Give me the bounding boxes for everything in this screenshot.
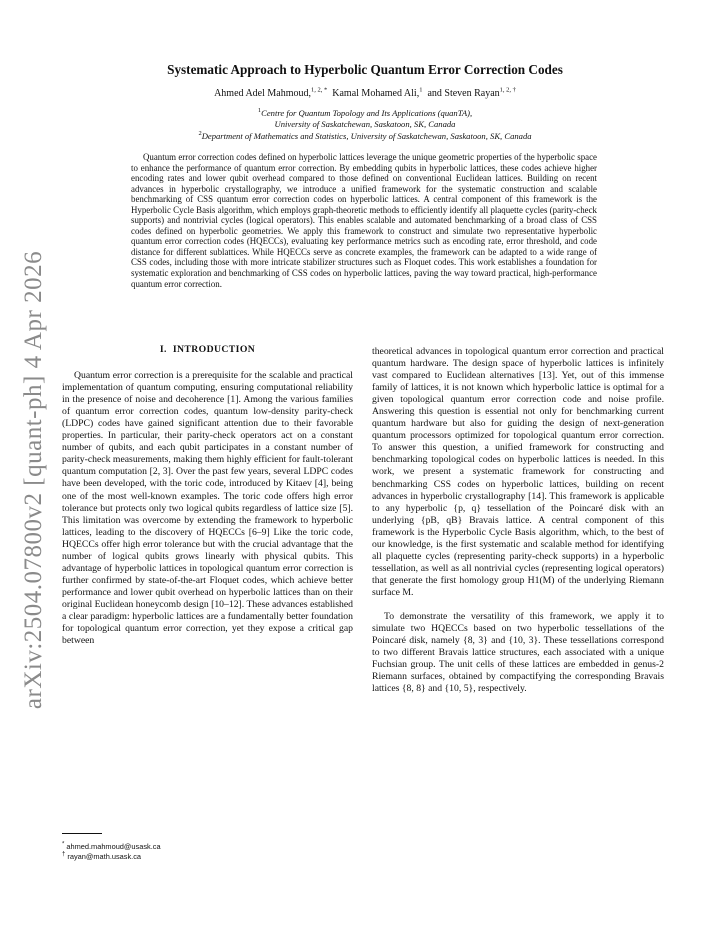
author-list	[100, 88, 630, 99]
author-1: Ahmed Adel Mahmoud,$^{1, 2, *}$	[214, 86, 328, 99]
section-heading-introduction: I. INTRODUCTION	[159, 344, 256, 355]
intro-paragraph-1: Quantum error correction is a prerequisite for the scalable and practical implementation of quantum computing, ensuring computational reliability in the presence of noise and decoherence [1]. Among the various families of quantum error correction codes, quantum low-density parity-check (LDPC) codes have gained significant attention due to their favorable properties. In particular, their parity-check operators act on a constant number of qubits, and each qubit participates in a constant number of parity-check measurements, making them highly efficient for fault-tolerant quantum computation [2, 3]. Over the past few years, several LDPC codes have been developed, with the toric code, introduced by Kitaev [4], being one of the most well-known examples. The toric code offers high error tolerance but protects only two logical qubits regardless of lattice size [5]. This limitation was overcome by extending the framework to hyperbolic lattices, leading to the discovery of HQECCs [6–9] Like the toric code, HQECCs offer high error tolerance but with the crucial advantage that the number of logical qubits grows linearly with physical qubits. This advantage of hyperbolic lattices in topological quantum error correction is further confirmed by state-of-the-art Floquet codes, which achieve better performance and lower qubit overhead on hyperbolic lattices than on their original Euclidean honeycomb design [10–12]. These advances established a clear paradigm: hyperbolic lattices are a fundamentally better foundation for topological quantum error correction, yet they expose a critical gap between	[62, 370, 353, 647]
paper-title: Systematic Approach to Hyperbolic Quantum Error Correction Codes	[167, 62, 563, 77]
author-2: Kamal Mohamed Ali,$^1$	[332, 86, 423, 99]
footnote-rule	[62, 833, 102, 834]
footnote-2: † rayan@math.usask.ca	[62, 851, 142, 861]
affiliation-2: $^2$Department of Mathematics and Statistics, University of Saskatchewan, Saskatoon, SK, Canada	[198, 130, 532, 141]
abstract	[131, 152, 597, 289]
footnotes	[62, 842, 353, 862]
author-3: and Steven Rayan$^{1, 2, \dagger}$	[427, 86, 516, 99]
intro-paragraph-2: theoretical advances in topological quantum error correction and practical quantum hardware. The design space of hyperbolic lattices is infinitely vast compared to Euclidean alternatives [13]. Yet, out of this immense family of lattices, it is not known which hyperbolic lattice is optimal for a given topological quantum error correction code and noise profile. Answering this question is essential not only for benchmarking current quantum hardware but also for guiding the design of next-generation quantum processors optimized for topological quantum error correction. To answer this question, a unified framework for constructing and benchmarking topological codes on hyperbolic lattices is needed. In this work, we present a systematic framework for constructing and benchmarking CSS codes on hyperbolic lattices, building on recent advances in hyperbolic crystallography [14]. This framework is applicable to any hyperbolic {p, q} tessellation of the Poincaré disk with an underlying {pB, qB} Bravais lattice. A central component of this framework is the Hyperbolic Cycle Basis algorithm, which, to the best of our knowledge, is the first systematic and scalable method for identifying all plaquette cycles (representing parity-check supports) in a hyperbolic tessellation, as well as all nontrivial cycles (representing logical operators) that generate the first homology group H1(M) of the underlying Riemann surface M.	[372, 346, 664, 598]
abstract-text: Quantum error correction codes defined on hyperbolic lattices leverage the unique geometric properties of the hyperbolic space to enhance the performance of quantum error correction. By embedding qubits in hyperbolic lattices, these codes achieve higher encoding rates and lower qubit overhead compared to those defined on conventional Euclidean lattices. Building on recent advances in hyperbolic crystallography, we introduce a unified framework for the systematic construction and scalable benchmarking of CSS quantum error correction codes on hyperbolic lattices. A central component of this framework is the Hyperbolic Cycle Basis algorithm, which employs graph-theoretic methods to efficiently identify all plaquette cycles (parity-check supports) and nontrivial cycles (logical operators). This enables scalable and automated benchmarking of a broad class of CSS codes defined on hyperbolic geometries. We apply this framework to construct and simulate two representative hyperbolic quantum error correction codes (HQECCs), evaluating key performance metrics such as encoding rate, error threshold, and code distance for different sublattices. While HQECCs serve as concrete examples, the framework can be adapted to a wide range of CSS codes, including those with more intricate stabilizer structures such as Floquet codes. This work establishes a foundation for systematic exploration and benchmarking of CSS codes on hyperbolic lattices, paving the way toward practical, high-performance quantum error correction.	[131, 152, 597, 289]
footnote-1: * ahmed.mahmoud@usask.ca	[62, 841, 161, 851]
right-column	[372, 346, 664, 695]
intro-paragraph-3: To demonstrate the versatility of this framework, we apply it to simulate two HQECCs based on two hyperbolic tessellations of the Poincaré disk, namely {8, 3} and {10, 3}. These tessellations correspond to two different Bravais lattice structures, each associated with a unique Fuchsian group. The unit cells of these lattices are embedded in genus-2 Riemann surfaces, obtained by compactifying the corresponding Bravais lattices {8, 8} and {10, 5}, respectively.	[372, 610, 664, 695]
affiliation-1: $^1$Centre for Quantum Topology and Its Applications (quanTA), University of Saskatchewan, Saskatoon, SK, Canada	[257, 107, 473, 129]
arxiv-stamp-text: arXiv:2504.07800v2 [quant-ph] 4 Apr 2026	[20, 250, 48, 710]
arxiv-identifier-stamp	[4, 200, 64, 760]
left-column	[62, 344, 353, 647]
